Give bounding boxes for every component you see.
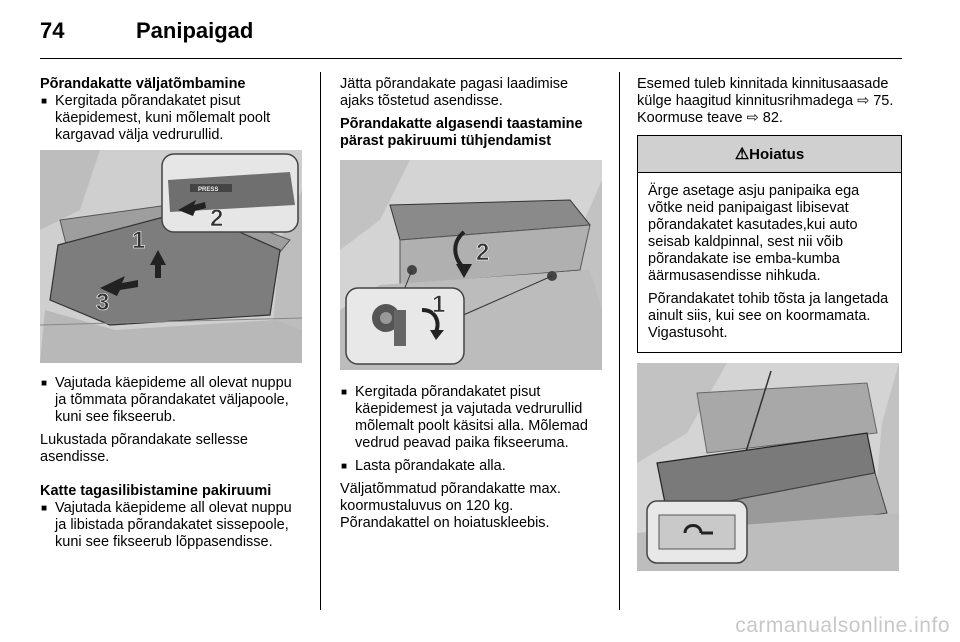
section-heading: Põrandakatte väljatõmbamine: [40, 76, 246, 92]
warning-header: [638, 136, 901, 173]
column-2: [340, 76, 605, 538]
warning-paragraph: Ärge asetage asju panipaika ega võtke neid panipaigast libisevat põrandakatet kasutades,kui auto seisab kaldpinnal, sest nii võib põrandakate ise emba-kumba äärmusasendisse nihkuda.: [648, 183, 860, 284]
figure-label: 1: [432, 291, 446, 318]
column-1: [40, 76, 305, 557]
page-header: [40, 12, 902, 56]
page-number: 74: [40, 18, 65, 43]
warning-box: [637, 135, 902, 353]
figure-label: 2: [476, 239, 490, 266]
instruction-bullet: ■ Vajutada käepideme all olevat nuppu ja tõmmata põrandakatet väljapoole, kuni see fikseerub.: [40, 375, 305, 426]
instruction-bullet: ■ Kergitada põrandakatet pisut käepidemest ja vajutada vedrurullid mõlemalt poolt käsitsi alla. Mõlemad vedrud peavad paika fikseeruma.: [340, 384, 605, 452]
figure-label: 1: [132, 227, 146, 254]
watermark: carmanualsonline.info: [735, 614, 950, 637]
section-heading: Põrandakatte algasendi taastamine pärast pakiruumi tühjendamist: [340, 116, 583, 149]
section-heading: Katte tagasilibistamine pakiruumi: [40, 483, 272, 499]
warning-paragraph: Põrandakatet tohib tõsta ja langetada ainult siis, kui see on koormamata. Vigastusoht.: [648, 291, 889, 341]
warning-icon: ⚠: [734, 146, 750, 163]
inset-detail: [162, 154, 298, 232]
illustration-floor-cover-restore: [340, 160, 602, 370]
header-rule: [40, 58, 902, 59]
paragraph: Lukustada põrandakate sellesse asendisse.: [40, 432, 248, 465]
paragraph: Jätta põrandakate pagasi laadimise ajaks tõstetud asendisse.: [340, 76, 569, 109]
warning-title: Hoiatus: [749, 146, 805, 163]
figure-label: 3: [96, 289, 110, 316]
inset-detail: [647, 501, 747, 563]
inset-detail: [346, 288, 464, 364]
figure-label: 2: [210, 205, 224, 232]
illustration-floor-cover-raised: [637, 363, 899, 571]
illustration-floor-cover-pull-out: [40, 150, 302, 363]
warning-body: [638, 173, 901, 352]
column-divider: [320, 72, 321, 610]
paragraph: Esemed tuleb kinnitada kinnitusaasade külge haagitud kinnitusrihmadega ⇨ 75. Koormuse teave ⇨ 82.: [637, 76, 894, 126]
column-3: [637, 76, 902, 571]
page-title: Panipaigad: [136, 18, 254, 43]
press-label: PRESS: [198, 187, 219, 193]
instruction-bullet: ■ Lasta põrandakate alla.: [340, 458, 605, 475]
paragraph: Väljatõmmatud põrandakatte max. koormustaluvus on 120 kg. Põrandakattel on hoiatuskleebis.: [340, 481, 561, 531]
column-divider: [619, 72, 620, 610]
instruction-bullet: ■ Kergitada põrandakatet pisut käepidemest, kuni mõlemalt poolt kargavad välja vedrurullid.: [40, 93, 305, 144]
instruction-bullet: ■ Vajutada käepideme all olevat nuppu ja libistada põrandakatet sissepoole, kuni see fikseerub lõppasendisse.: [40, 500, 305, 551]
